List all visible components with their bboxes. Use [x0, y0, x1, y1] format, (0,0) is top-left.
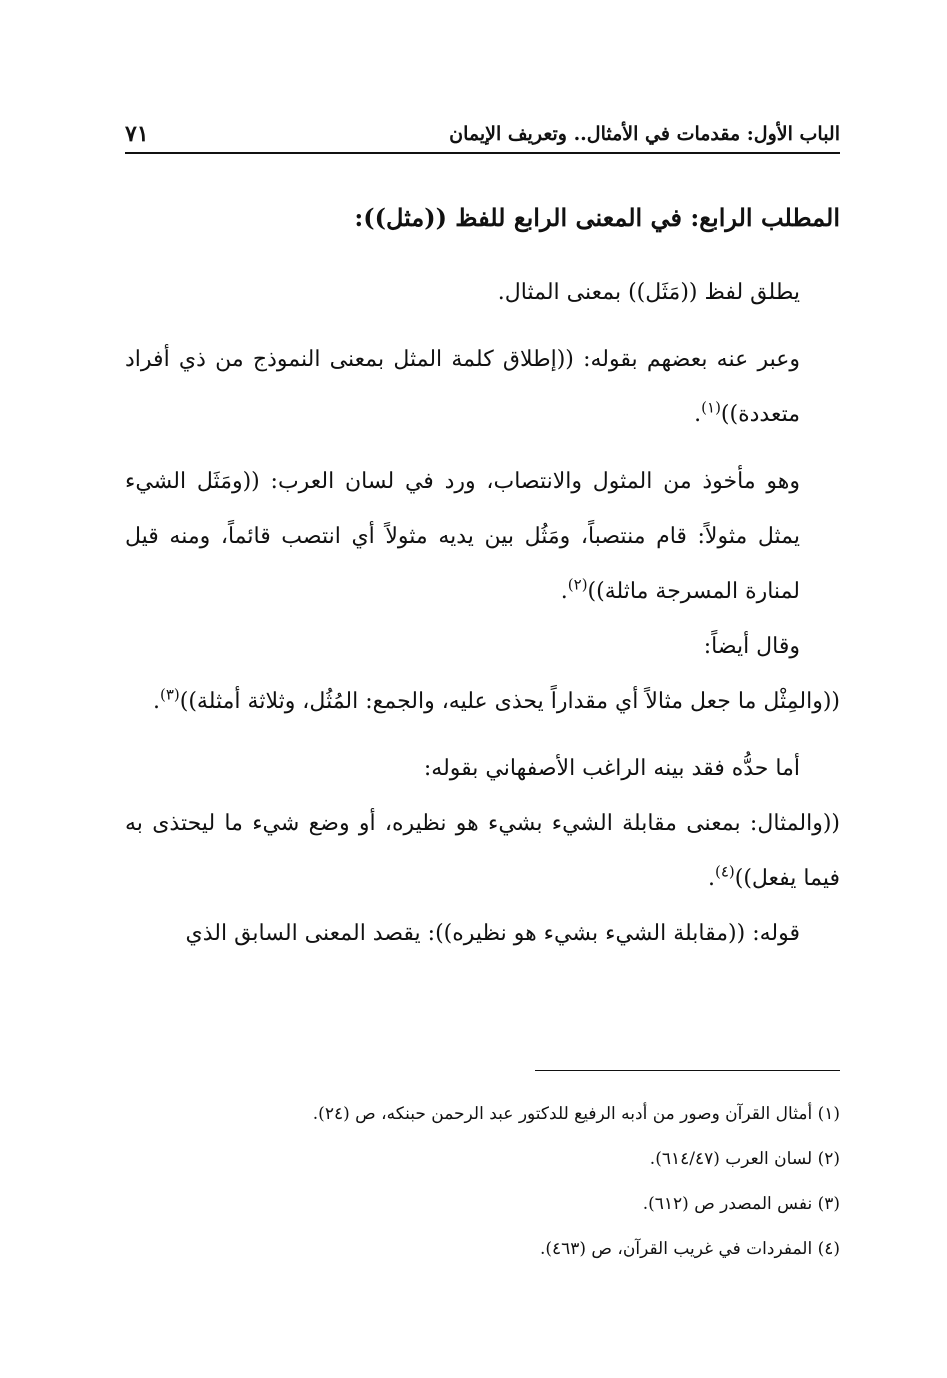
paragraph-3: [125, 454, 840, 619]
footnote-2: (٢) لسان العرب (٦١٤/٤٧).: [649, 1149, 840, 1169]
paragraph-8: قوله: ((مقابلة الشيء بشيء هو نظيره)): يقصد المعنى السابق الذي: [185, 921, 800, 946]
footnote-3: (٣) نفس المصدر ص (٦١٢).: [642, 1194, 840, 1214]
running-title: الباب الأول: مقدمات في الأمثال.. وتعريف الإيمان: [449, 123, 840, 145]
paragraph-7-text: ((والمثال: بمعنى مقابلة الشيء بشيء هو نظيره، أو وضع شيء ما ليحتذى به فيما يفعل)): [125, 811, 840, 891]
paragraph-4: وقال أيضاً:: [703, 634, 800, 659]
footnotes: [125, 1092, 840, 1272]
footnote-ref-2: (٢): [567, 575, 588, 594]
paragraph-2: [125, 332, 840, 442]
paragraph-5-period: .: [152, 689, 160, 714]
page-number: ٧١: [125, 121, 149, 147]
paragraph-1: يطلق لفظ ((مَثَل)) بمعنى المثال.: [497, 280, 800, 305]
footnote-4: (٤) المفردات في غريب القرآن، ص (٤٦٣).: [539, 1239, 840, 1259]
paragraph-6: أما حدُّه فقد بينه الراغب الأصفهاني بقوله:: [423, 756, 800, 781]
page-header: [125, 116, 840, 154]
paragraph-2-period: .: [694, 402, 702, 427]
footnote-separator: [535, 1070, 840, 1071]
paragraph-7-period: .: [707, 866, 715, 891]
footnote-1: (١) أمثال القرآن وصور من أدبه الرفيع للدكتور عبد الرحمن حبنكه، ص (٢٤).: [312, 1104, 840, 1124]
section-heading: المطلب الرابع: في المعنى الرابع للفظ ((مثل)):: [354, 203, 840, 232]
footnote-ref-3: (٣): [159, 685, 180, 704]
paragraph-5-text: ((والمِثْل ما جعل مثالاً أي مقداراً يحذى عليه، والجمع: المُثُل، وثلاثة أمثلة)): [179, 689, 840, 714]
paragraph-3-period: .: [560, 579, 568, 604]
paragraph-2-text: وعبر عنه بعضهم بقوله: ((إطلاق كلمة المثل بمعنى النموذج من ذي أفراد متعددة)): [125, 347, 800, 427]
footnote-ref-1: (١): [701, 398, 721, 417]
main-text: [125, 190, 840, 961]
paragraph-7: [125, 796, 840, 906]
footnote-ref-4: (٤): [714, 862, 735, 881]
paragraph-3-text: وهو مأخوذ من المثول والانتصاب، ورد في لسان العرب: ((ومَثَل الشيء يمثل مثولاً: قام منتصباً، ومَثُل بين يديه مثولاً أي انتصب قائماً، ومنه قيل لمنارة المسرجة ماثلة)): [125, 469, 800, 604]
paragraph-5: [125, 674, 840, 729]
